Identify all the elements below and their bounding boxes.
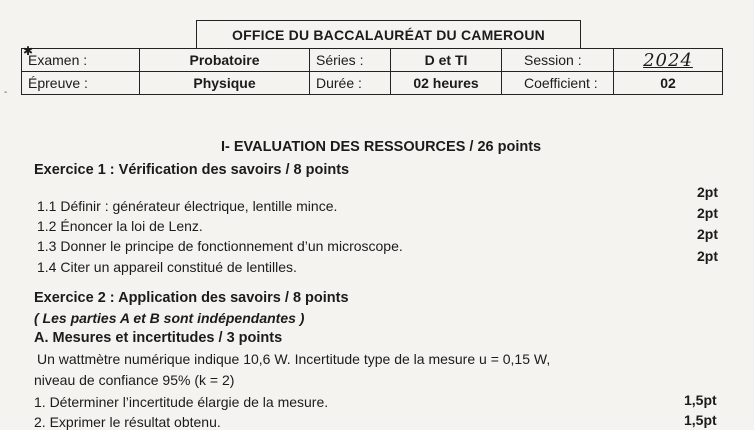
office-title: OFFICE DU BACCALAURÉAT DU CAMEROUN: [196, 20, 581, 48]
exam-info-row: [22, 72, 723, 95]
pen-mark-icon: ✱: [23, 44, 34, 58]
part-a-statement: Un wattmètre numérique indique 10,6 W. Incertitude type de la mesure u = 0,15 W,: [37, 351, 551, 367]
session-value-cell: [614, 49, 723, 72]
duree-value: 02 heures: [391, 72, 502, 95]
points-label: 2pt: [697, 184, 718, 200]
exercice1-item: 1.2 Énoncer la loi de Lenz.: [37, 218, 203, 234]
points-label: 2pt: [697, 248, 718, 264]
series-value: D et TI: [391, 49, 502, 72]
part-a-title: A. Mesures et incertitudes / 3 points: [34, 330, 283, 346]
coefficient-label: Coefficient :: [502, 72, 614, 95]
exercice2-note: ( Les parties A et B sont indépendantes ): [34, 310, 305, 326]
exercice1-title: Exercice 1 : Vérification des savoirs / 8 points: [34, 162, 350, 178]
section-title: I- EVALUATION DES RESSOURCES / 26 points: [221, 139, 542, 155]
examen-value: Probatoire: [140, 49, 310, 72]
exercice1-item: 1.3 Donner le principe de fonctionnement d’un microscope.: [37, 238, 403, 254]
coefficient-value: 02: [614, 72, 723, 95]
epreuve-label: Épreuve :: [22, 72, 140, 95]
duree-label: Durée :: [310, 72, 391, 95]
part-a-question: 2. Exprimer le résultat obtenu.: [34, 414, 221, 430]
points-label: 1,5pt: [684, 392, 717, 408]
exercice1-item: 1.4 Citer un appareil constitué de lentilles.: [37, 259, 297, 275]
series-label: Séries :: [310, 49, 391, 72]
part-a-statement: niveau de confiance 95% (k = 2): [34, 372, 235, 388]
session-label: Session :: [502, 49, 614, 72]
points-label: 1,5pt: [684, 412, 717, 428]
exam-info-row: [22, 49, 723, 72]
exam-info-table: [21, 48, 723, 95]
points-label: 2pt: [697, 226, 718, 242]
points-label: 2pt: [697, 205, 718, 221]
session-value: 2024: [643, 49, 693, 71]
exercice1-item: 1.1 Définir : générateur électrique, lentille mince.: [37, 198, 338, 214]
exercice2-title: Exercice 2 : Application des savoirs / 8 points: [34, 290, 349, 306]
epreuve-value: Physique: [140, 72, 310, 95]
margin-tick-icon: -: [4, 87, 8, 98]
part-a-question: 1. Déterminer l’incertitude élargie de la mesure.: [34, 394, 329, 410]
examen-label: Examen :: [22, 49, 140, 72]
